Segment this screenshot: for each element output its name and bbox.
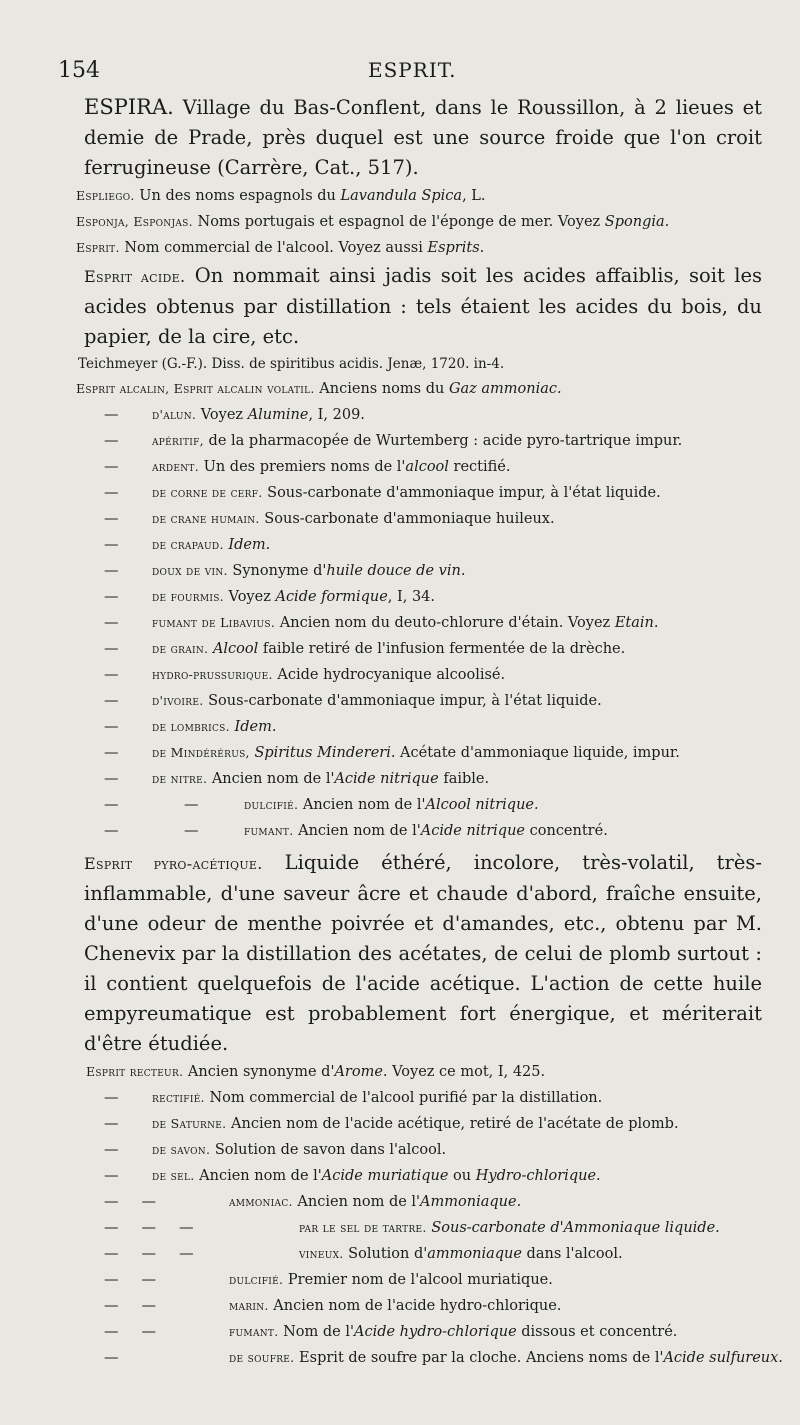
sub-italic: Alumine <box>247 407 309 423</box>
sub-italic: Acide formique <box>275 589 388 605</box>
sub-entry <box>58 1293 762 1319</box>
sub-entry <box>58 1137 762 1163</box>
sub-text: Nom commercial de l'alcool purifié par la distillation. <box>204 1090 603 1106</box>
sub-entry <box>58 1085 762 1111</box>
page-number: 154 <box>58 58 100 83</box>
sub-tail: concentré. <box>525 823 608 839</box>
sub-italic: ammoniaque <box>427 1246 522 1262</box>
sub-head: dulcifié. <box>244 797 299 812</box>
sub-text: Un des premiers noms de l' <box>199 459 406 475</box>
sub-text: Ancien nom de l'acide hydro-chlorique. <box>268 1298 562 1314</box>
sub-entry <box>58 584 762 610</box>
dash-mark: — <box>104 537 119 553</box>
dash-mark: — — <box>104 1298 157 1314</box>
sub-entry <box>58 402 762 428</box>
entry-esponja: Esponja, Esponjas. Noms portugais et espagnol de l'éponge de mer. Voyez Spongia. <box>76 214 670 230</box>
sub-entry <box>58 428 762 454</box>
dash-mark: — <box>104 771 119 787</box>
sub-entry <box>58 480 762 506</box>
sub-head: fumant. <box>244 823 294 838</box>
sub-head: de nitre. <box>152 771 208 786</box>
dash-mark: — <box>104 667 119 683</box>
sub-head: doux de vin. <box>152 563 228 578</box>
sub-entry-tartre: — — — par le sel de tartre. Sous-carbonate d'Ammoniaque liquide. <box>104 1220 720 1236</box>
sub-text: Ancien nom de l' <box>293 823 421 839</box>
dash-mark: — <box>104 693 119 709</box>
sub-tail: , I, 34. <box>387 589 436 605</box>
sub-text: Synonyme d' <box>227 563 327 579</box>
sub-entry <box>58 818 762 844</box>
sub-italic: Spiritus Mindereri. <box>254 745 396 761</box>
sub-text: Ancien nom de l' <box>298 797 426 813</box>
sub-text: Ancien nom de l' <box>207 771 335 787</box>
sub-entries-2 <box>58 1085 762 1189</box>
sub-text: Sous-carbonate d'ammoniaque impur, à l'état liquide. <box>203 693 602 709</box>
sub-italic: Acide muriatique <box>321 1168 449 1184</box>
dash-mark: — <box>104 1168 119 1184</box>
sub-tail: faible retiré de l'infusion fermentée de la drèche. <box>258 641 626 657</box>
sub-head: de crane humain. <box>152 511 260 526</box>
dash-mark: — <box>104 511 119 527</box>
sub-head: hydro-prussurique. <box>152 667 273 682</box>
dash-mark: — <box>104 407 119 423</box>
dash-mark: — <box>104 1142 119 1158</box>
sub-head: ardent. <box>152 459 200 474</box>
sub-tail: Acétate d'ammoniaque liquide, impur. <box>395 745 680 761</box>
sub-head: d'ivoire. <box>152 693 204 708</box>
dash-mark: — — — <box>104 1246 194 1262</box>
sub-entry <box>58 792 762 818</box>
sub-text: Sous-carbonate d'ammoniaque huileux. <box>259 511 555 527</box>
sub-italic: huile douce de vin. <box>326 563 466 579</box>
sub-italic: Acide sulfureux. <box>663 1350 783 1366</box>
dash-mark: — <box>104 433 119 449</box>
sub-tail: dissous et concentré. <box>516 1324 678 1340</box>
sub-entry <box>58 610 762 636</box>
sub-head: ammoniac. <box>229 1194 293 1209</box>
entry-head: Esprit acide. <box>84 267 186 286</box>
sub-head: de savon. <box>152 1142 211 1157</box>
entry-esprit: Esprit. Nom commercial de l'alcool. Voyez aussi Esprits. <box>76 240 485 256</box>
sub-head: de crapaud. <box>152 537 224 552</box>
sub-text: Solution de savon dans l'alcool. <box>210 1142 447 1158</box>
sub-entry <box>58 636 762 662</box>
citation: Teichmeyer (G.-F.). Diss. de spiritibus acidis. Jenæ, 1720. in-4. <box>78 356 505 372</box>
sub-entry <box>58 1163 762 1189</box>
entry-head: ESPIRA. <box>84 95 174 119</box>
sub-entry <box>58 1345 783 1371</box>
sub-text: Voyez <box>223 589 276 605</box>
sub-tail: rectifié. <box>448 459 511 475</box>
entry-head: Espliego. <box>76 188 135 203</box>
entry-head: Esprit recteur. <box>86 1064 184 1079</box>
sub-entry <box>58 766 762 792</box>
sub-text: Voyez <box>196 407 248 423</box>
entry-text: Village du Bas-Conflent, dans le Roussillon, à 2 lieues et demie de Prade, près duquel est une source froide que l'on croit ferrugineuse (Carrère, Cat., 517). <box>84 96 762 179</box>
sub-entries-1 <box>58 402 762 792</box>
entry-esprit-acide: Esprit acide. On nommait ainsi jadis soit les acides affaiblis, soit les acides obtenus par distillation : tels étaient les acides du bois, du papier, de la cire, etc. <box>84 264 762 348</box>
sub-italic: Idem. <box>228 537 271 553</box>
sub-italic: Acide nitrique <box>334 771 439 787</box>
entry-head: Esprit pyro-acétique. <box>84 854 263 873</box>
sub-entry <box>58 662 762 688</box>
entry-recteur: Esprit recteur. Ancien synonyme d'Arome. Voyez ce mot, I, 425. <box>86 1064 546 1080</box>
sub-head: de Mindérérus, <box>152 745 250 760</box>
sub-entry <box>58 1267 762 1293</box>
entry-head: Esprit. <box>76 240 120 255</box>
dash-mark: — <box>104 615 119 631</box>
dash-mark: — <box>104 1090 119 1106</box>
sub-entry <box>58 1189 762 1215</box>
sub-text: Ancien nom de l' <box>194 1168 322 1184</box>
sub-head: rectifié. <box>152 1090 205 1105</box>
sub-head: de grain. <box>152 641 209 656</box>
sub-text: Solution d' <box>343 1246 428 1262</box>
dash-mark: — <box>104 1116 119 1132</box>
dash-mark: — <box>104 797 119 813</box>
entry-pyro-acetique: Esprit pyro-acétique. Liquide éthéré, incolore, très-volatil, très-inflammable, d'une saveur âcre et chaude d'abord, fraîche ensuite, d'une odeur de menthe poivrée et d'amandes, etc., obtenu par M. Chenevix par la distillation des acétates, de celui de plomb surtout : il contient quelquefois de l'acide acétique. L'action de cette huile empyreumatique est probablement fort énergique, et mériterait d'être étudiée. <box>84 851 762 1055</box>
sub-entry <box>58 688 762 714</box>
sub-head: dulcifié. <box>229 1272 284 1287</box>
sub-head: de fourmis. <box>152 589 224 604</box>
sub-italic: Etain. <box>614 615 659 631</box>
entry-espliego: Espliego. Un des noms espagnols du Lavandula Spica, L. <box>76 188 486 204</box>
dash-mark: — <box>104 1350 119 1366</box>
sub-tail: , I, 209. <box>308 407 365 423</box>
dash-mark: — <box>104 823 119 839</box>
entry-alcalin: Esprit alcalin, Esprit alcalin volatil. Anciens noms du Gaz ammoniac. <box>76 381 562 397</box>
sub-text: de la pharmacopée de Wurtemberg : acide pyro-tartrique impur. <box>203 433 683 449</box>
sub-text: Acide hydrocyanique alcoolisé. <box>272 667 506 683</box>
sub-italic: Ammoniaque. <box>420 1194 522 1210</box>
sub-entry <box>58 1319 762 1345</box>
dash-mark: — <box>104 745 119 761</box>
sub-entry <box>58 454 762 480</box>
dash-mark: — <box>104 459 119 475</box>
sub-head: de soufre. <box>229 1350 295 1365</box>
sub-italic: Alcool <box>212 641 259 657</box>
dash-mark: — <box>104 719 119 735</box>
sub-entry <box>58 740 762 766</box>
sub-head: vineux. <box>299 1246 344 1261</box>
sub-italic-2: Hydro-chlorique. <box>475 1168 601 1184</box>
sub-entry <box>58 506 762 532</box>
dash-mark: — <box>104 589 119 605</box>
entry-head: Esprit alcalin, Esprit alcalin volatil. <box>76 381 315 396</box>
dash-mark: — <box>184 797 199 813</box>
sub-head: d'alun. <box>152 407 197 422</box>
sub-italic: Acide hydro-chlorique <box>353 1324 517 1340</box>
sub-entries-2c <box>58 1241 783 1371</box>
sub-head: de Saturne. <box>152 1116 227 1131</box>
dash-mark: — <box>104 563 119 579</box>
sub-text: Nom de l' <box>278 1324 354 1340</box>
sub-entry <box>58 1241 762 1267</box>
sub-text: Ancien nom du deuto-chlorure d'étain. Voyez <box>275 615 615 631</box>
running-title: ESPRIT. <box>368 58 457 82</box>
sub-italic: Acide nitrique <box>420 823 526 839</box>
page-header <box>58 58 762 92</box>
sub-text: Esprit de soufre par la cloche. Anciens noms de l' <box>294 1350 664 1366</box>
dash-mark: — <box>104 641 119 657</box>
sub-text: Ancien nom de l'acide acétique, retiré de l'acétate de plomb. <box>226 1116 679 1132</box>
sub-head: apéritif, <box>152 433 204 448</box>
dash-mark: — — <box>104 1194 157 1210</box>
sub-tail: faible. <box>438 771 490 787</box>
sub-entries-1b <box>58 792 762 844</box>
sub-entry <box>58 1111 762 1137</box>
sub-head: de corne de cerf. <box>152 485 263 500</box>
sub-head: marin. <box>229 1298 269 1313</box>
sub-text: Premier nom de l'alcool muriatique. <box>283 1272 553 1288</box>
sub-entry <box>58 714 762 740</box>
sub-head: fumant de Libavius. <box>152 615 276 630</box>
sub-italic: Idem. <box>234 719 277 735</box>
entry-espira <box>58 92 762 183</box>
sub-italic: alcool <box>405 459 449 475</box>
sub-text: Sous-carbonate d'ammoniaque impur, à l'état liquide. <box>262 485 661 501</box>
sub-entry <box>58 558 762 584</box>
dash-mark: — <box>104 485 119 501</box>
sub-head: de sel. <box>152 1168 195 1183</box>
sub-head: fumant. <box>229 1324 279 1339</box>
entry-head: Esponja, Esponjas. <box>76 214 193 229</box>
sub-text: Ancien nom de l' <box>292 1194 421 1210</box>
sub-entry <box>58 532 762 558</box>
sub-entries-2b <box>58 1189 762 1215</box>
dash-mark: — — <box>104 1324 157 1340</box>
sub-head: de lombrics. <box>152 719 230 734</box>
sub-italic: Alcool nitrique. <box>425 797 539 813</box>
sub-tail: ou <box>448 1168 476 1184</box>
dash-mark: — — <box>104 1272 157 1288</box>
sub-tail: dans l'alcool. <box>521 1246 623 1262</box>
dash-mark: — <box>184 823 199 839</box>
